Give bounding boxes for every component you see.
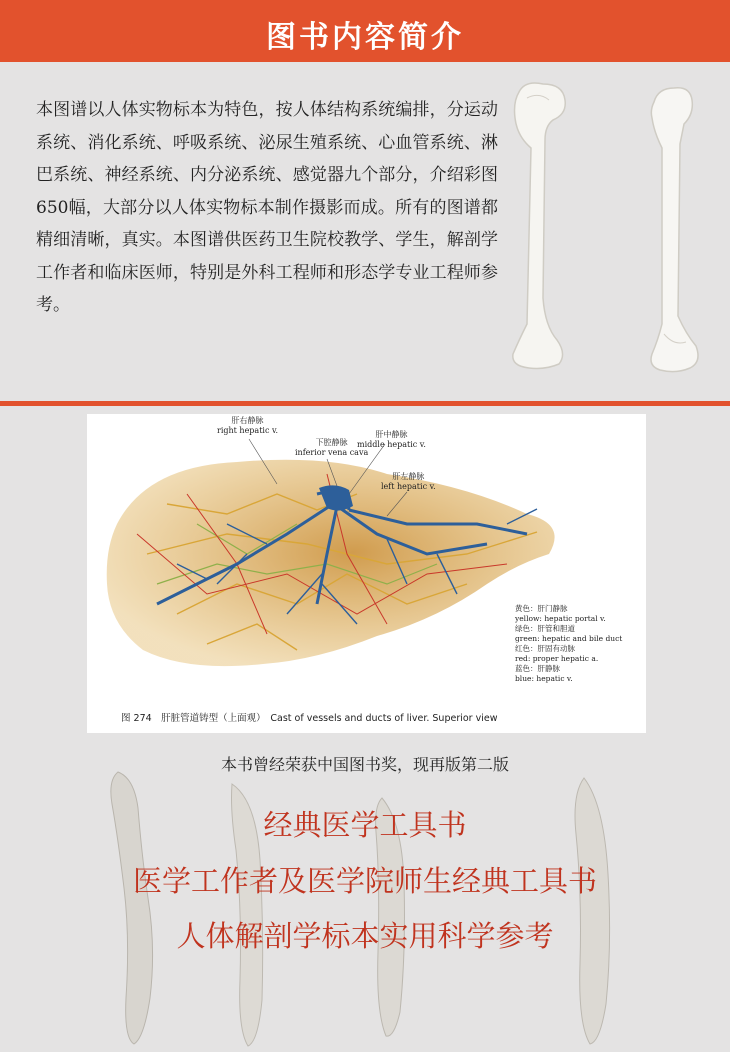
slogan-line-2: 医学工作者及医学院师生经典工具书 <box>132 864 597 898</box>
label-middle-hepatic-cn: 肝中静脉 <box>375 430 408 439</box>
intro-paragraph: 本图谱以人体实物标本为特色，按人体结构系统编排，分运动系统、消化系统、呼吸系统、泌尿生殖系统、心血管系统、淋巴系统、神经系统、内分泌系统、感觉器九个部分，介绍彩图650幅，大部分以人体实物标本制作摄影而成。所有的图谱都精细清晰，真实。本图谱供医药卫生院校教学、学生，解剖学工作者和临床医师，特别是外科工程师和形态学专业工程师参考。 <box>36 100 498 315</box>
award-note: 本书曾经荣获中国图书奖，现再版第二版 <box>220 755 509 774</box>
section-divider <box>0 401 730 406</box>
legend-line: red: proper hepatic a. <box>515 654 599 663</box>
legend-line: 黄色：肝门静脉 <box>515 604 568 613</box>
label-right-hepatic-cn: 肝右静脉 <box>231 416 264 425</box>
label-right-hepatic <box>217 416 278 436</box>
label-left-hepatic-cn: 肝左静脉 <box>392 472 425 481</box>
legend-line: green: hepatic and bile duct <box>515 634 623 643</box>
humerus-front-image <box>505 78 575 373</box>
legend-line: 绿色：肝管和胆道 <box>515 624 575 633</box>
slogan-line-3: 人体解剖学标本实用科学参考 <box>176 919 554 953</box>
legend-line: yellow: hepatic portal v. <box>515 614 606 623</box>
label-middle-hepatic-en: middle hepatic v. <box>357 440 426 449</box>
liver-cast-figure <box>87 414 646 733</box>
figure-caption: 图 274 肝脏管道铸型（上面观） Cast of vessels and ducts of liver. Superior view <box>121 713 498 724</box>
humerus-back-image <box>640 84 710 374</box>
legend-line: blue: hepatic v. <box>515 674 573 683</box>
label-middle-hepatic <box>357 430 426 450</box>
legend-line: 红色：肝固有动脉 <box>515 644 575 653</box>
legend-line: 蓝色：肝静脉 <box>515 664 560 673</box>
color-legend <box>515 604 622 684</box>
label-ivc-en: inferior vena cava <box>295 448 369 457</box>
slogan-line-1: 经典医学工具书 <box>263 808 467 842</box>
label-right-hepatic-en: right hepatic v. <box>217 426 279 435</box>
label-left-hepatic <box>381 472 436 492</box>
label-ivc-cn: 下腔静脉 <box>315 438 348 447</box>
header-banner <box>0 0 730 62</box>
page-title: 图书内容简介 <box>266 20 464 55</box>
label-left-hepatic-en: left hepatic v. <box>381 482 436 491</box>
